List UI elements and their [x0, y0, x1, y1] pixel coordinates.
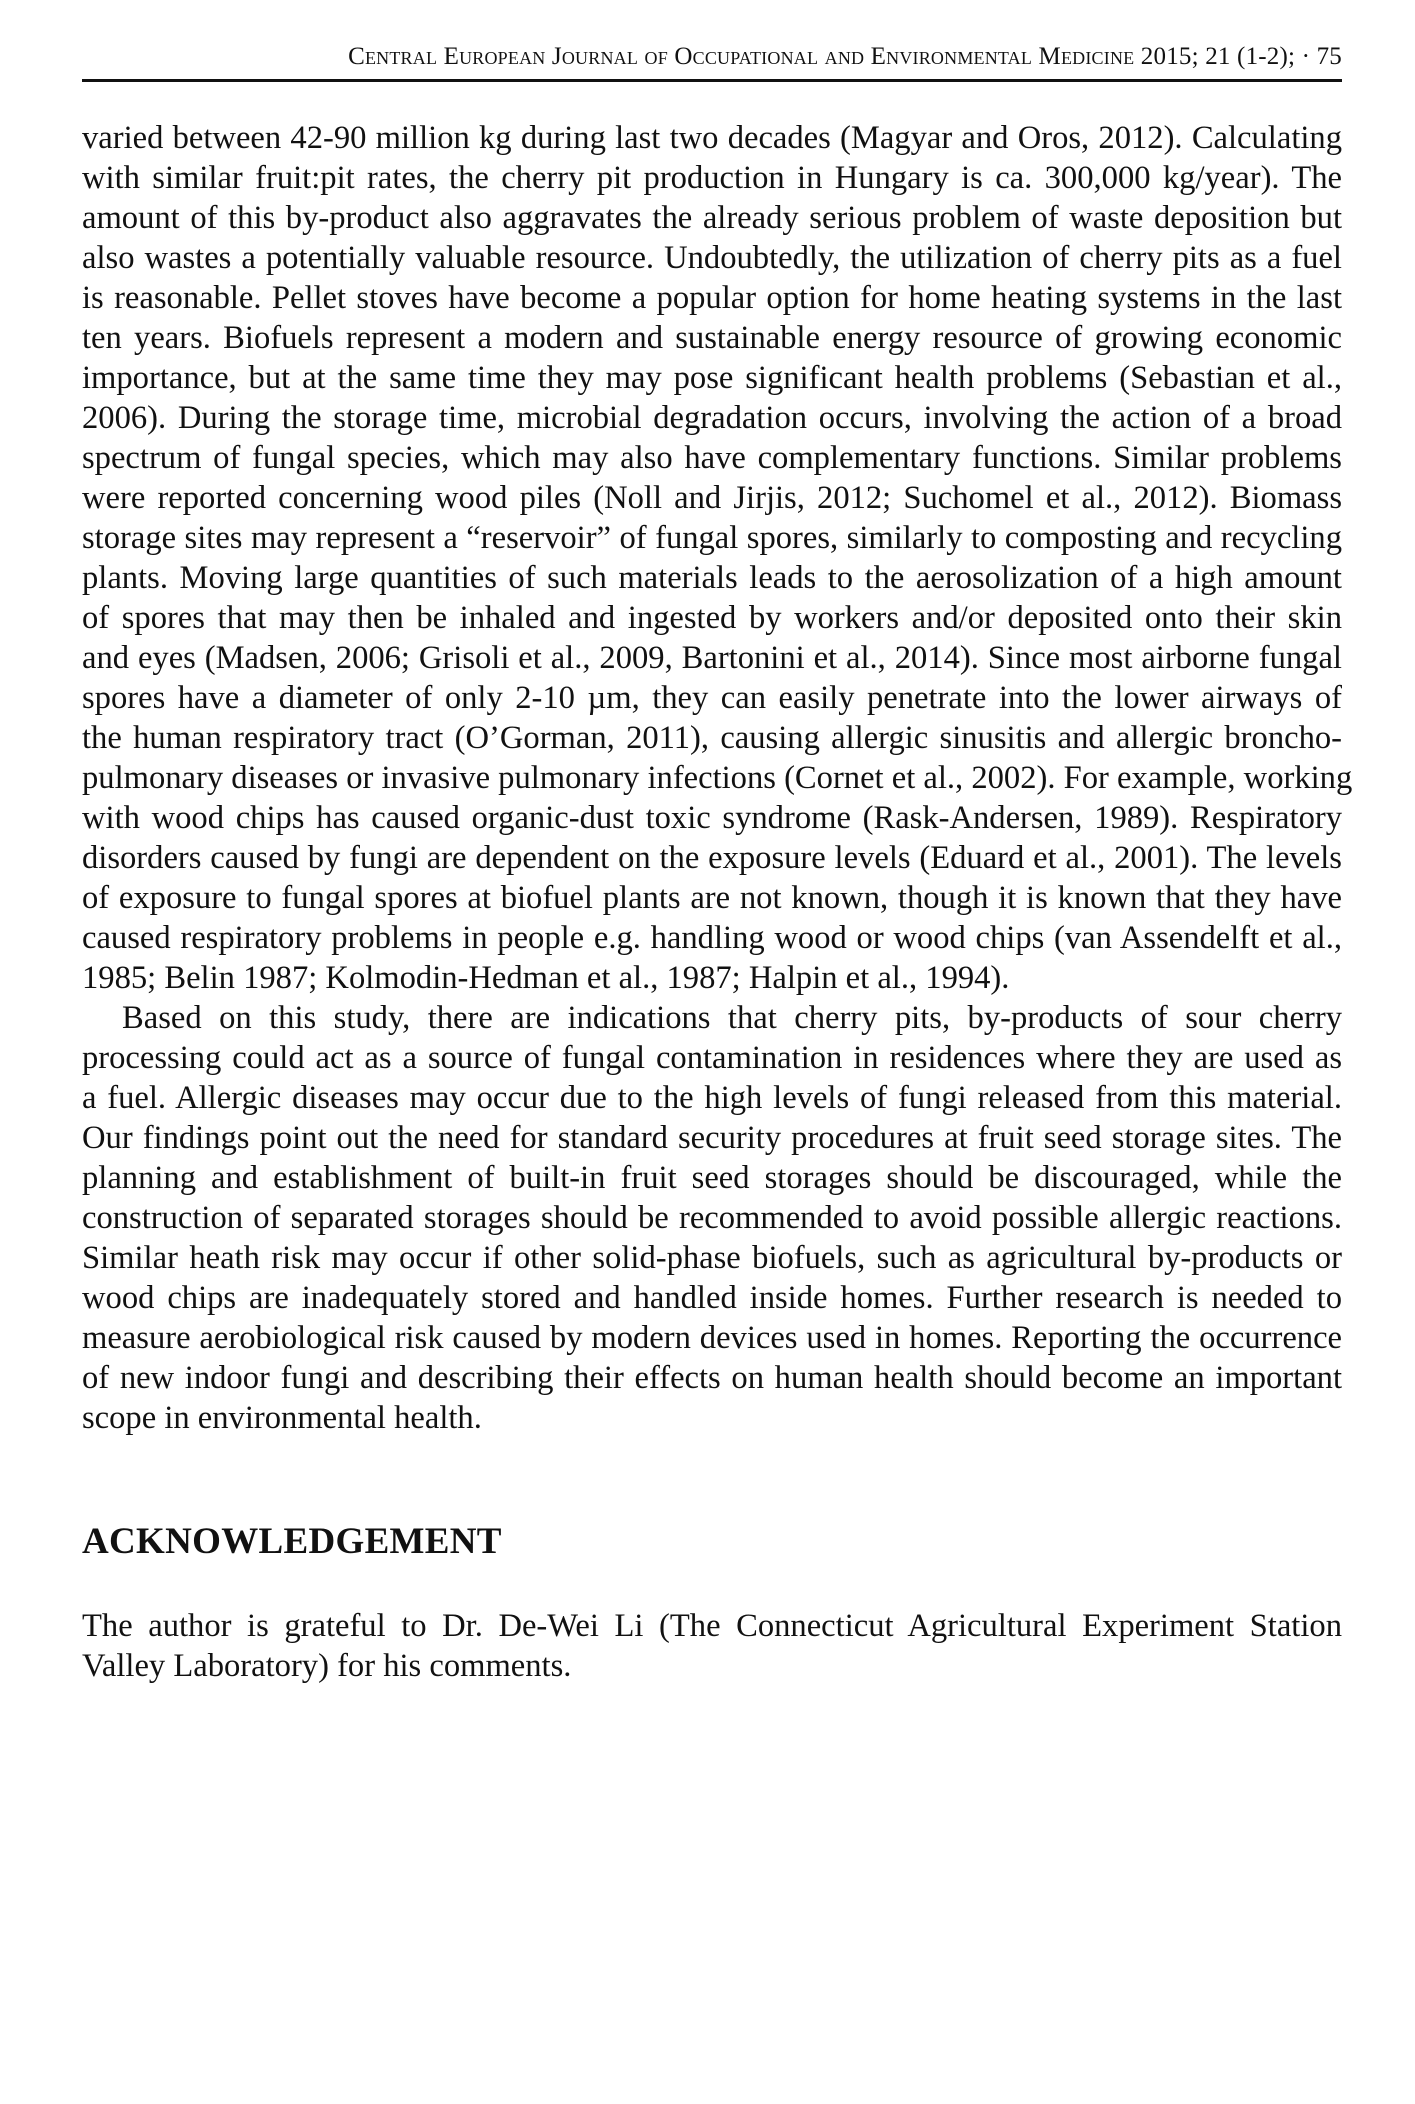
- text-line: ten years. Biofuels represent a modern and sustainable energy resource of growing economic: [82, 320, 1342, 356]
- text-line: Similar heath risk may occur if other solid-phase biofuels, such as agricultural by-products or: [82, 1240, 1342, 1276]
- text-line: wood chips are inadequately stored and handled inside homes. Further research is needed to: [82, 1280, 1342, 1316]
- text-line: processing could act as a source of fungal contamination in residences where they are used as: [82, 1040, 1342, 1076]
- text-line: with similar fruit:pit rates, the cherry pit production in Hungary is ca. 300,000 kg/year). The: [82, 160, 1342, 196]
- text-line: amount of this by-product also aggravates the already serious problem of waste deposition but: [82, 200, 1342, 236]
- text-line: caused respiratory problems in people e.g. handling wood or wood chips (van Assendelft et al.,: [82, 920, 1342, 956]
- text-line: pulmonary diseases or invasive pulmonary infections (Cornet et al., 2002). For example, working: [82, 760, 1353, 796]
- acknowledgement-heading: ACKNOWLEDGEMENT: [82, 1521, 502, 1562]
- text-line: 2006). During the storage time, microbial degradation occurs, involving the action of a broad: [82, 400, 1342, 436]
- text-line: the human respiratory tract (O’Gorman, 2011), causing allergic sinusitis and allergic broncho-: [82, 720, 1342, 756]
- issue-citation: 2015; 21 (1-2); · 75: [1140, 43, 1342, 70]
- text-line: also wastes a potentially valuable resource. Undoubtedly, the utilization of cherry pits as a fuel: [82, 240, 1342, 276]
- text-line: with wood chips has caused organic-dust toxic syndrome (Rask-Andersen, 1989). Respiratory: [82, 800, 1342, 836]
- text-line: is reasonable. Pellet stoves have become a popular option for home heating systems in the last: [82, 280, 1342, 316]
- text-line: disorders caused by fungi are dependent on the exposure levels (Eduard et al., 2001). The levels: [82, 840, 1342, 876]
- text-line: spectrum of fungal species, which may also have complementary functions. Similar problems: [82, 440, 1342, 476]
- text-line: were reported concerning wood piles (Noll and Jirjis, 2012; Suchomel et al., 2012). Biomass: [82, 480, 1342, 516]
- text-line: and eyes (Madsen, 2006; Grisoli et al., 2009, Bartonini et al., 2014). Since most airborne fungal: [82, 640, 1342, 676]
- text-line: 1985; Belin 1987; Kolmodin-Hedman et al., 1987; Halpin et al., 1994).: [82, 960, 1010, 996]
- text-line: storage sites may represent a “reservoir” of fungal spores, similarly to composting and recycling: [82, 520, 1342, 556]
- text-line: Based on this study, there are indications that cherry pits, by-products of sour cherry: [122, 1000, 1342, 1036]
- text-line: importance, but at the same time they may pose significant health problems (Sebastian et al.,: [82, 360, 1342, 396]
- text-line: plants. Moving large quantities of such materials leads to the aerosolization of a high amount: [82, 560, 1342, 596]
- text-line: of exposure to fungal spores at biofuel plants are not known, though it is known that they have: [82, 880, 1342, 916]
- running-head: [82, 42, 1342, 72]
- text-line: planning and establishment of built-in fruit seed storages should be discouraged, while the: [82, 1160, 1342, 1196]
- text-line: varied between 42-90 million kg during last two decades (Magyar and Oros, 2012). Calculating: [82, 120, 1342, 156]
- text-line: Valley Laboratory) for his comments.: [82, 1648, 572, 1684]
- text-line: a fuel. Allergic diseases may occur due to the high levels of fungi released from this material.: [82, 1080, 1342, 1116]
- text-line: The author is grateful to Dr. De-Wei Li (The Connecticut Agricultural Experiment Station: [82, 1608, 1342, 1644]
- text-line: measure aerobiological risk caused by modern devices used in homes. Reporting the occurrence: [82, 1320, 1342, 1356]
- paragraph-1: [82, 118, 1353, 998]
- journal-title: Central European Journal of Occupational and Environmental Medicine: [348, 43, 1135, 70]
- paragraph-2: [82, 998, 1342, 1438]
- acknowledgement-text: [82, 1606, 1342, 1686]
- text-line: spores have a diameter of only 2-10 µm, they can easily penetrate into the lower airways of: [82, 680, 1342, 716]
- text-line: of spores that may then be inhaled and ingested by workers and/or deposited onto their skin: [82, 600, 1342, 636]
- text-line: construction of separated storages should be recommended to avoid possible allergic reactions.: [82, 1200, 1342, 1236]
- text-line: of new indoor fungi and describing their effects on human health should become an important: [82, 1360, 1342, 1396]
- header-rule: [82, 79, 1342, 82]
- text-line: scope in environmental health.: [82, 1400, 482, 1436]
- text-line: Our findings point out the need for standard security procedures at fruit seed storage sites. The: [82, 1120, 1342, 1156]
- body-text: [82, 118, 1353, 1438]
